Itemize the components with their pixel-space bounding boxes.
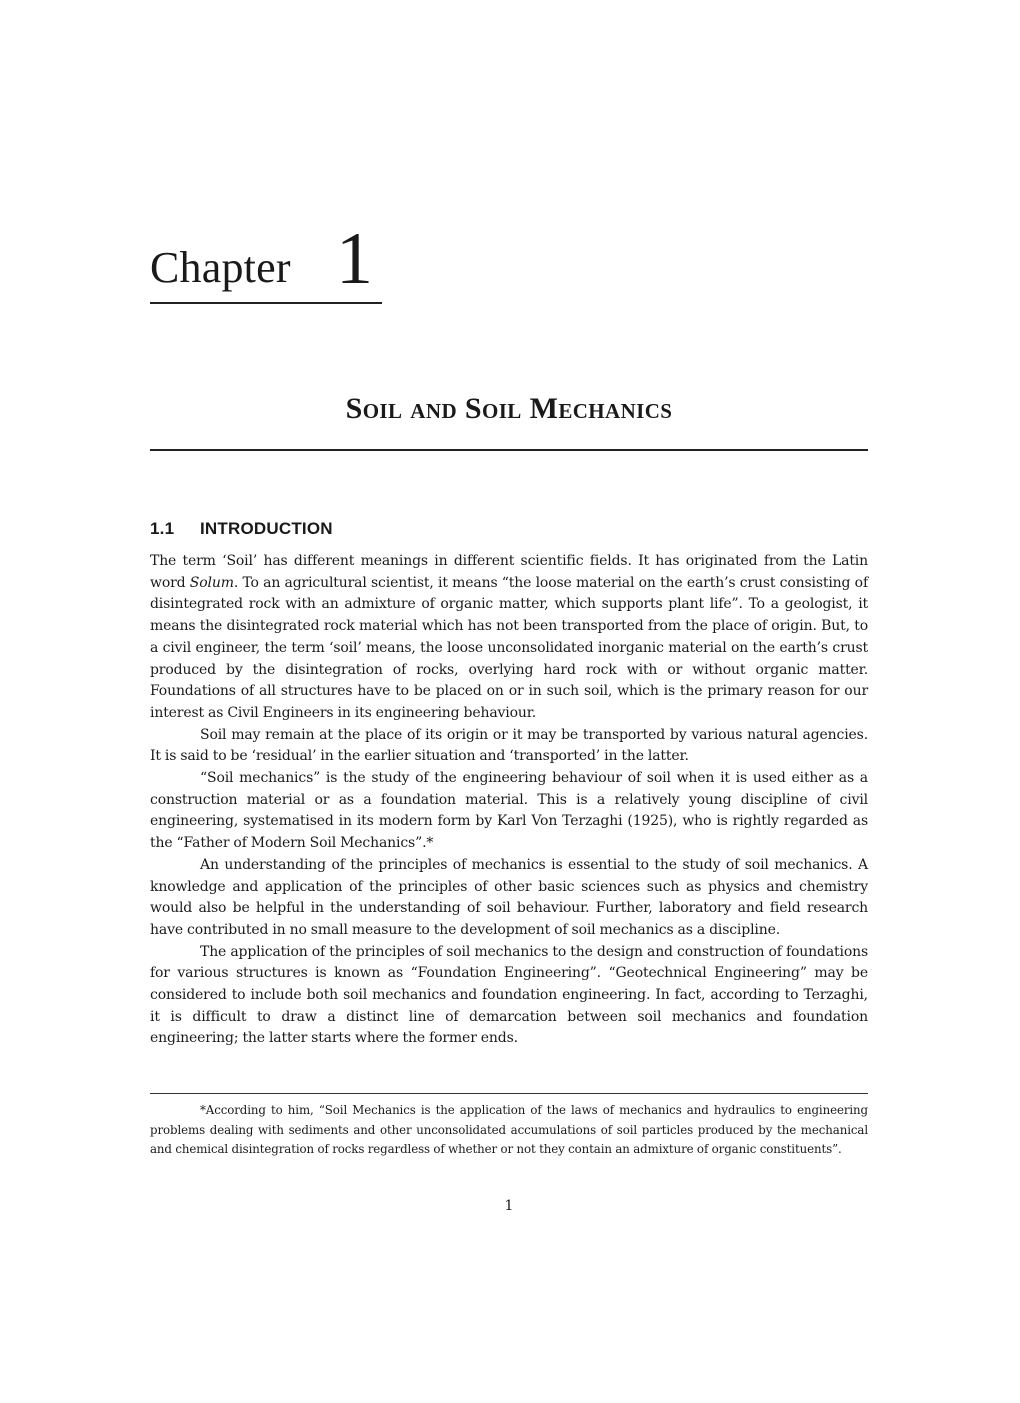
paragraph-3: “Soil mechanics” is the study of the engineering behaviour of soil when it is used either as a construction material or as a foundation material. This is a relatively young discipline of civil engineering, systematised in its modern form by Karl Von Terzaghi (1925), who is rightly regarded as the “Father of Modern Soil Mechanics”.* (150, 770, 868, 852)
section-heading (150, 517, 333, 541)
paragraph-2: Soil may remain at the place of its origin or it may be transported by various natural agencies. It is said to be ‘residual’ in the earlier situation and ‘transported’ in the latter. (150, 726, 868, 765)
latin-term: Solum (189, 574, 234, 591)
paragraph-4: An understanding of the principles of mechanics is essential to the study of soil mechanics. A knowledge and application of the principles of other basic sciences such as physics and chemistry would also be helpful in the understanding of soil behaviour. Further, laboratory and field research have contributed in no small measure to the development of soil mechanics as a discipline. (150, 856, 868, 938)
section-number: 1.1 (150, 519, 175, 538)
chapter-title: Soil and Soil Mechanics (345, 392, 673, 425)
chapter-label: Chapter (150, 243, 291, 292)
paragraph-5: The application of the principles of soil mechanics to the design and construction of foundations for various structures is known as “Foundation Engineering”. “Geotechnical Engineering” may be considered to include both soil mechanics and foundation engineering. In fact, according to Terzaghi, it is difficult to draw a distinct line of demarcation between soil mechanics and foundation engineering; the latter starts where the former ends. (150, 943, 868, 1047)
chapter-number: 1 (336, 218, 373, 300)
footnote: *According to him, “Soil Mechanics is the application of the laws of mechanics and hydraulics to engineering problems dealing with sediments and other unconsolidated accumulations of soil particles produced by the mechanical and chemical disintegration of rocks regardless of whether or not they contain an admixture of organic constituents”. (150, 1103, 868, 1157)
chapter-heading (150, 210, 382, 304)
section-title: INTRODUCTION (200, 519, 333, 538)
paragraph-1-end: . To an agricultural scientist, it means “the loose material on the earth’s crust consisting of disintegrated rock with an admixture of organic matter, which supports plant life”. To a geologist, it means the disintegrated rock material which has not been transported from the place of origin. But, to a civil engineer, the term ‘soil’ means, the loose unconsolidated inorganic material on the earth’s crust produced by the disintegration of rocks, overlying hard rock with or without organic matter. Foundations of all structures have to be placed on or in such soil, which is the primary reason for our interest as Civil Engineers in its engineering behaviour. (150, 574, 868, 721)
paragraph-1 (150, 551, 868, 725)
page-number: 1 (504, 1198, 514, 1214)
paragraph-1-start: The term ‘Soil’ has different meanings in different scientific fields. It has originated from the Latin word (150, 553, 868, 591)
footnote-rule (150, 1093, 868, 1094)
title-rule (150, 449, 868, 451)
body-text (150, 551, 868, 1050)
